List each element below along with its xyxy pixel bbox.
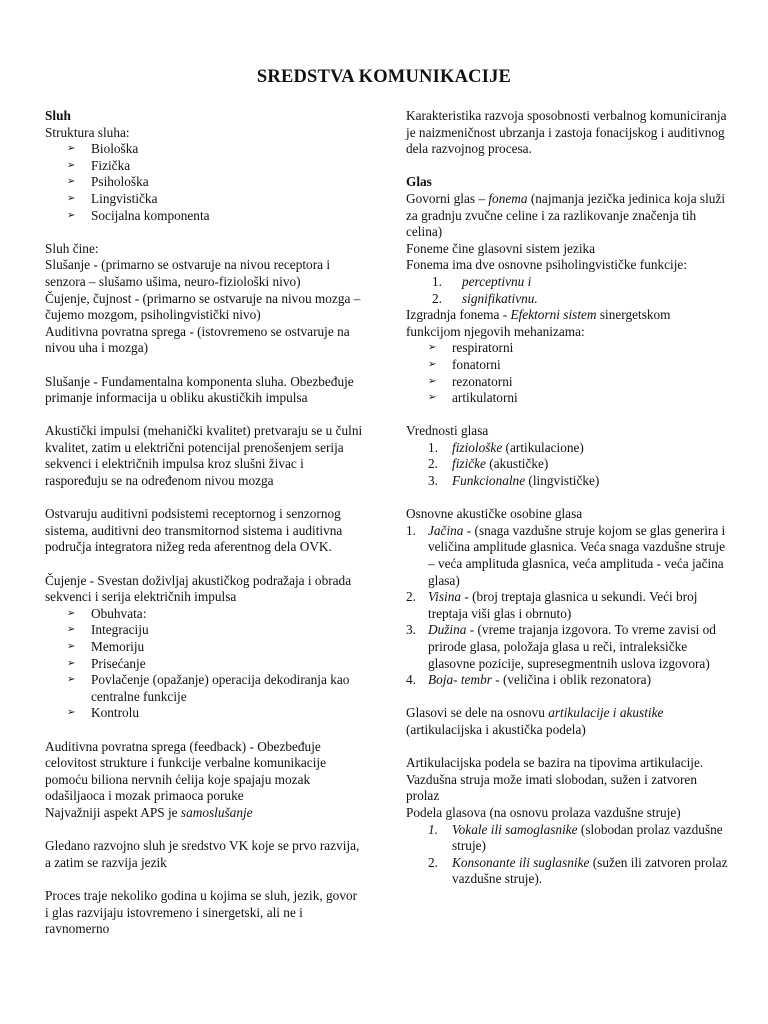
list-item: 2. Konsonante ili suglasnike (sužen ili zatvoren prolaz vazdušne struje).	[428, 854, 728, 887]
karakteristika-paragraph: Karakteristika razvoja sposobnosti verbalnog komuniciranja je naizmeničnost ubrzanja i zastoja fonacijskog i auditivnog dela razvojnog procesa.	[406, 108, 727, 157]
list-item: 1. perceptivnu i	[432, 273, 532, 289]
list-item: ➢ fonatorni	[428, 356, 501, 372]
arrow-bullet-icon: ➢	[67, 209, 76, 221]
list-item: 3. Dužina - (vreme trajanja izgovora. To vreme zavisi od prirode glasa, položaja glasa u reči, intraleksičke glasovne pozicije, supresegmentnih uslova izgovora)	[406, 622, 716, 671]
right-column	[406, 108, 728, 888]
govorni-glas-paragraph: Govorni glas – fonema (najmanja jezička jedinica koja služi za gradnju zvučne celine i za razlikovanje značenja tih celina)	[406, 190, 726, 240]
sluh-cine-label: Sluh čine:	[45, 240, 99, 256]
glasovi-dele: Glasovi se dele na osnovu artikulacije i akustike (artikulacijska i akustička podela)	[406, 705, 664, 737]
list-item: ➢ Lingvistička	[67, 190, 158, 206]
vazdusna-struja: Vazdušna struja može imati slobodan, sužen i zatvoren prolaz	[406, 771, 697, 804]
slusanje-definition: Slušanje - (primarno se ostvaruje na nivou receptora i senzora – slušamo ušima, neuro-fiziološki nivo)	[45, 257, 331, 289]
arrow-bullet-icon: ➢	[428, 392, 437, 404]
list-item: 1. Vokale ili samoglasnike (slobodan prolaz vazdušne struje)	[428, 821, 723, 854]
list-item: 1. Jačina - (snaga vazdušne struje kojom se glas generira i veličina amplitude glasnica. Veća snaga vazdušne struje – veća amplituda glasnica, veća amplituda - veća jačina glasa)	[406, 522, 726, 588]
arrow-bullet-icon: ➢	[67, 143, 76, 155]
cujenje-definition: Čujenje, čujnost - (primarno se ostvaruje na nivou mozga – čujemo mozgom, psiholingvistički nivo)	[45, 290, 361, 323]
struktura-label: Struktura sluha:	[45, 124, 130, 140]
section-heading-glas: Glas	[406, 174, 432, 190]
arrow-bullet-icon: ➢	[67, 657, 76, 669]
list-item: ➢ Fizička	[67, 157, 131, 173]
list-item: 4. Boja- tembr - (veličina i oblik rezonatora)	[406, 672, 652, 688]
slusanje-fundamental-paragraph: Slušanje - Fundamentalna komponenta sluha. Obezbeđuje primanje informacija u obliku akustičkih impulsa	[45, 373, 354, 406]
najvazniji-aspekt: Najvažniji aspekt APS je samoslušanje	[45, 804, 253, 820]
list-item: 2. Visina - (broj treptaja glasnica u sekundi. Veći broj treptaja viši glas i obrnuto)	[406, 589, 698, 621]
fonema-ima: Fonema ima dve osnovne psiholingvističke funkcije:	[406, 257, 688, 273]
list-item: 1. fiziološke (artikulacione)	[428, 439, 584, 455]
akusticki-impulsi-paragraph: Akustički impulsi (mehanički kvalitet) pretvaraju se u čulni kvalitet, zatim u električni potencijal prenošenjem serija sekvenci i električnih impulsa kroz slušni živac i raspoređuju se na određenom nivou mozga	[45, 423, 363, 489]
arrow-bullet-icon: ➢	[67, 641, 76, 652]
aps-definition: Auditivna povratna sprega - (istovremeno se ostvaruje na nivou uha i mozga)	[45, 323, 350, 356]
list-item: ➢ Memoriju	[67, 639, 145, 654]
funkcije-list	[406, 274, 728, 307]
mehanizmi-list	[406, 340, 728, 406]
osobine-label: Osnovne akustičke osobine glasa	[406, 506, 583, 522]
arrow-bullet-icon: ➢	[67, 176, 76, 188]
list-item: 2. fizičke (akustičke)	[428, 456, 549, 472]
list-item: ➢ Prisećanje	[67, 655, 146, 671]
list-item: ➢ artikulatorni	[428, 390, 518, 406]
arrow-bullet-icon: ➢	[67, 192, 76, 204]
cujenje-svestan-paragraph: Čujenje - Svestan doživljaj akustičkog podražaja i obrada sekvenci i serija električnih impulsa	[45, 572, 352, 605]
list-item: ➢ respiratorni	[428, 340, 514, 356]
page-title: SREDSTVA KOMUNIKACIJE	[256, 67, 512, 87]
osobine-list	[406, 523, 728, 689]
podela-list	[406, 822, 728, 888]
vrednosti-label: Vrednosti glasa	[406, 423, 489, 439]
arrow-bullet-icon: ➢	[428, 358, 437, 370]
foneme-cine: Foneme čine glasovni sistem jezika	[406, 240, 596, 256]
left-column	[45, 108, 363, 938]
list-item: ➢ rezonatorni	[428, 373, 513, 389]
list-item: ➢ Integraciju	[67, 622, 149, 638]
list-item: ➢ Biološka	[67, 141, 139, 157]
arrow-bullet-icon: ➢	[428, 342, 437, 354]
list-item: 2. signifikativnu.	[432, 290, 538, 306]
list-item: ➢ Socijalna komponenta	[67, 207, 210, 223]
arrow-bullet-icon: ➢	[67, 624, 76, 636]
struktura-list	[45, 141, 363, 224]
feedback-paragraph: Auditivna povratna sprega (feedback) - Obezbeđuje celovitost strukture i funkcije verbalne komunikacije pomoću biliona nervnih ćelija koje spajaju mozak odašiljaoca i mozak primaoca poruke	[45, 738, 326, 804]
list-item: ➢ Psihološka	[67, 174, 149, 190]
arrow-bullet-icon: ➢	[67, 707, 76, 719]
list-item: 3. Funkcionalne (lingvističke)	[428, 473, 600, 489]
proces-paragraph: Proces traje nekoliko godina u kojima se sluh, jezik, govor i glas razvijaju istovremeno i sinergetski, ali ne i ravnomerno	[45, 887, 358, 937]
artikulacijska-podela: Artikulacijska podela se bazira na tipovima artikulacije.	[406, 755, 704, 771]
ostvaruju-paragraph: Ostvaruju auditivni podsistemi receptornog i senzornog sistema, auditivni deo transmitornod sistema i auditivna područja integratora nižeg reda aferentnog dela OVK.	[45, 506, 343, 555]
arrow-bullet-icon: ➢	[67, 607, 76, 619]
list-item: ➢ Obuhvata:	[67, 605, 147, 621]
izgradnja-fonema: Izgradnja fonema - Efektorni sistem sinergetskom funkcijom njegovih mehanizama:	[406, 307, 671, 339]
cujenje-list	[45, 606, 363, 722]
podela-label: Podela glasova (na osnovu prolaza vazdušne struje)	[406, 804, 681, 820]
arrow-bullet-icon: ➢	[428, 375, 437, 387]
vrednosti-list	[406, 440, 728, 490]
section-heading-sluh: Sluh	[45, 108, 71, 123]
arrow-bullet-icon: ➢	[67, 159, 76, 171]
gledano-paragraph: Gledano razvojno sluh je sredstvo VK koje se prvo razvija, a zatim se razvija jezik	[45, 838, 360, 870]
list-item: ➢ Kontrolu	[67, 705, 140, 721]
list-item: ➢ Povlačenje (opažanje) operacija dekodiranja kao centralne funkcije	[67, 672, 350, 704]
arrow-bullet-icon: ➢	[67, 674, 76, 686]
